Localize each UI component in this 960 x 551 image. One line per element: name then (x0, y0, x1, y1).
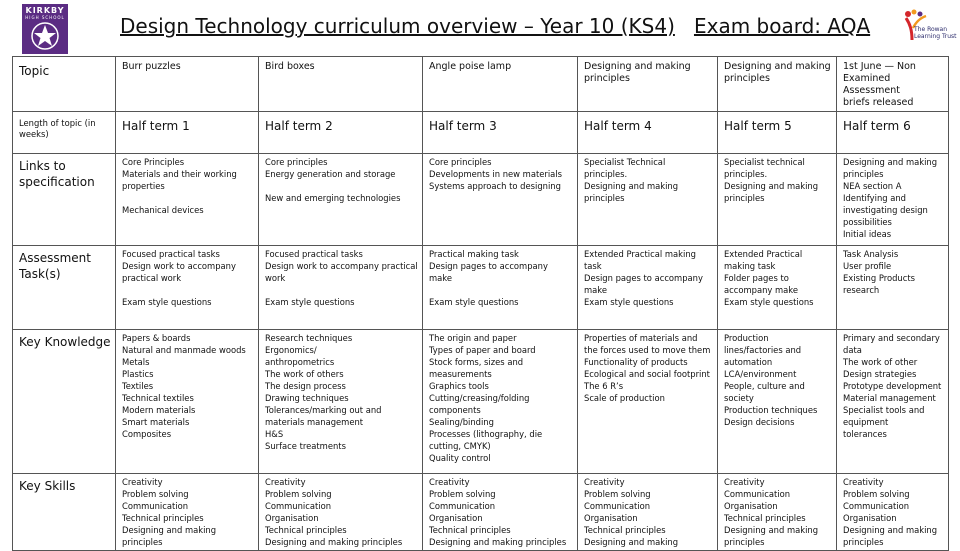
row-header-skills: Key Skills (13, 474, 116, 551)
table-cell: The origin and paper Types of paper and board Stock forms, sizes and measurements Graphics tools Cutting/creasing/folding components Sealing/binding Processes (lithography, die cutting, CMYK) Quality control (423, 330, 578, 474)
title-main: Design Technology curriculum overview – Year 10 (KS4) (120, 14, 675, 38)
table-cell: Half term 3 (423, 112, 578, 154)
table-cell: Specialist Technical principles. Designing and making principles (578, 154, 718, 246)
table-cell: Creativity Problem solving Communication Organisation Designing and making principles (837, 474, 949, 551)
table-cell: Half term 6 (837, 112, 949, 154)
table-cell: Research techniques Ergonomics/ anthropometrics The work of others The design process Drawing techniques Tolerances/marking out and materials management H&S Surface treatments (259, 330, 423, 474)
table-cell: Papers & boards Natural and manmade woods Metals Plastics Textiles Technical textiles Modern materials Smart materials Composites (116, 330, 259, 474)
star-emblem-icon (30, 21, 60, 51)
row-links-to-specification (13, 154, 949, 246)
table-cell: Properties of materials and the forces used to move them Functionality of products Ecological and social footprint The 6 R’s Scale of production (578, 330, 718, 474)
row-key-skills (13, 474, 949, 551)
table-cell: Extended Practical making task Folder pages to accompany make Exam style questions (718, 246, 837, 330)
row-header-assessment: Assessment Task(s) (13, 246, 116, 330)
table-cell: Creativity Problem solving Communication Technical principles Designing and making principles (116, 474, 259, 551)
table-cell: Designing and making principles NEA section A Identifying and investigating design possibilities Initial ideas (837, 154, 949, 246)
table-cell: Designing and making principles (578, 57, 718, 112)
table-cell: Focused practical tasks Design work to accompany practical work Exam style questions (259, 246, 423, 330)
row-header-topic: Topic (13, 57, 116, 112)
table-cell: Angle poise lamp (423, 57, 578, 112)
row-header-knowledge: Key Knowledge (13, 330, 116, 474)
row-header-length: Length of topic (in weeks) (13, 112, 116, 154)
row-length-of-topic (13, 112, 949, 154)
table-cell: Designing and making principles (718, 57, 837, 112)
table-cell: Core Principles Materials and their working properties Mechanical devices (116, 154, 259, 246)
table-cell: Half term 4 (578, 112, 718, 154)
table-cell: Focused practical tasks Design work to accompany practical work Exam style questions (116, 246, 259, 330)
row-header-links: Links to specification (13, 154, 116, 246)
table-cell: Half term 2 (259, 112, 423, 154)
table-cell: Creativity Communication Organisation Technical principles Designing and making principles (718, 474, 837, 551)
table-cell: Task Analysis User profile Existing Products research (837, 246, 949, 330)
table-cell: Extended Practical making task Design pages to accompany make Exam style questions (578, 246, 718, 330)
table-cell: Specialist technical principles. Designing and making principles (718, 154, 837, 246)
title-exam-board: Exam board: AQA (693, 14, 871, 38)
row-topic (13, 57, 949, 112)
table-cell: Primary and secondary data The work of other Design strategies Prototype development Material management Specialist tools and equipment tolerances (837, 330, 949, 474)
table-cell: Production lines/factories and automation LCA/environment People, culture and society Production techniques Design decisions (718, 330, 837, 474)
school-logo-subtext: HIGH SCHOOL (25, 15, 65, 20)
curriculum-table (12, 56, 949, 551)
row-assessment-tasks (13, 246, 949, 330)
table-cell: Bird boxes (259, 57, 423, 112)
table-cell: Half term 5 (718, 112, 837, 154)
row-key-knowledge (13, 330, 949, 474)
table-cell: Core principles Developments in new materials Systems approach to designing (423, 154, 578, 246)
table-cell: Half term 1 (116, 112, 259, 154)
table-cell: Burr puzzles (116, 57, 259, 112)
table-cell: 1st June — Non Examined Assessment briefs released (837, 57, 949, 112)
table-cell: Creativity Problem solving Communication Organisation Technical principles Designing and making (578, 474, 718, 551)
page-title (120, 14, 870, 38)
trust-logo-text: The Rowan Learning Trust (914, 26, 957, 40)
school-logo-text: KIRKBY (25, 6, 65, 15)
trust-logo (896, 8, 957, 52)
table-cell: Creativity Problem solving Communication Organisation Technical principles Designing and making principles (259, 474, 423, 551)
table-cell: Creativity Problem solving Communication Organisation Technical principles Designing and making principles (423, 474, 578, 551)
school-logo (22, 4, 68, 54)
table-cell: Core principles Energy generation and storage New and emerging technologies (259, 154, 423, 246)
table-cell: Practical making task Design pages to accompany make Exam style questions (423, 246, 578, 330)
